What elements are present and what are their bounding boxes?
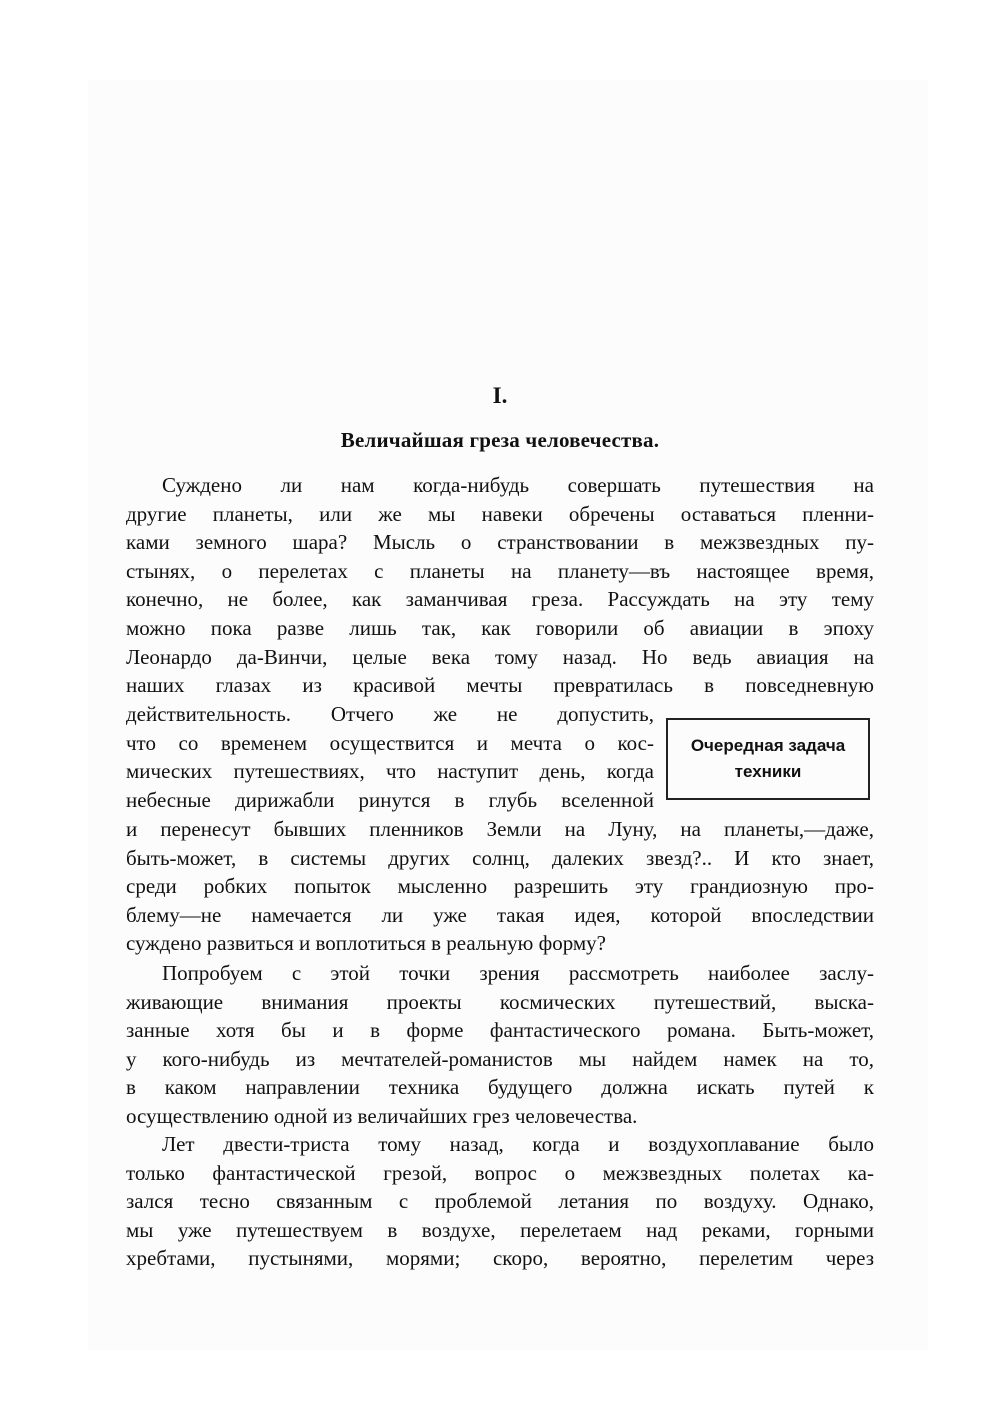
text-line: в каком направлении техника будущего должна искать путей к: [126, 1075, 874, 1100]
text-line: зался тесно связанным с проблемой летания по воздуху. Однако,: [126, 1189, 874, 1214]
text-line: блему—не намечается ли уже такая идея, которой впоследствии: [126, 902, 874, 927]
text-line: осуществлению одной из величайших грез человечества.: [126, 1103, 638, 1128]
paragraph-3: [126, 1130, 874, 1273]
text-line: можно пока разве лишь так, как говорили об авиации в эпоху: [126, 615, 874, 640]
text-line: среди робких попыток мысленно разрешить эту грандиозную про-: [126, 874, 874, 899]
side-note-line: Очередная задача: [690, 736, 846, 755]
text-line: стынях, о перелетах с планеты на планету—въ настоящее время,: [126, 558, 874, 583]
text-line: и перенесут бывших пленников Земли на Луну, на планеты,—даже,: [126, 817, 874, 841]
side-note-box: [666, 718, 870, 800]
paragraph-1-narrow: [126, 700, 654, 814]
text-line: наших глазах из красивой мечты превратилась в повседневную: [126, 673, 874, 698]
text-line: другие планеты, или же мы навеки обречены оставаться пленни-: [126, 501, 874, 526]
text-line: только фантастической грезой, вопрос о межзвездных полетах ка-: [126, 1160, 874, 1185]
text-line: живающие внимания проекты космических путешествий, выска-: [126, 989, 874, 1014]
text-line: что со временем осуществится и мечта о кос-: [126, 730, 654, 755]
chapter-title: Величайшая греза человечества.: [340, 428, 660, 452]
text-line: небесные дирижабли ринутся в глубь вселенной: [126, 787, 654, 812]
text-line: мы уже путешествуем в воздухе, перелетаем над реками, горными: [126, 1217, 874, 1242]
chapter-number: I.: [492, 383, 508, 408]
text-line: ками земного шара? Мысль о странствовании в межзвездных пу-: [126, 530, 874, 555]
text-line: у кого-нибудь из мечтателей-романистов мы найдем намек на то,: [126, 1046, 874, 1071]
side-note-line: техники: [734, 762, 802, 781]
text-line: Лет двести-триста тому назад, когда и воздухоплавание было: [162, 1132, 874, 1156]
text-line: занные хотя бы и в форме фантастического романа. Быть-может,: [126, 1018, 874, 1043]
paragraph-2: [126, 959, 874, 1131]
text-line: суждено развиться и воплотиться в реальную форму?: [126, 931, 607, 956]
text-line: Попробуем с этой точки зрения рассмотреть наиболее заслу-: [162, 961, 874, 985]
text-line: мических путешествиях, что наступит день, когда: [126, 759, 654, 784]
text-line: действительность. Отчего же не допустить,: [126, 702, 654, 726]
text-line: хребтами, пустынями, морями; скоро, вероятно, перелетим через: [126, 1246, 874, 1271]
text-line: Леонардо да-Винчи, целые века тому назад. Но ведь авиация на: [126, 644, 874, 669]
paragraph-1-continued: [126, 815, 874, 958]
paragraph-1: [126, 471, 874, 700]
text-line: Суждено ли нам когда-нибудь совершать путешествия на: [162, 473, 874, 497]
text-line: конечно, не более, как заманчивая греза. Рассуждать на эту тему: [126, 587, 874, 612]
text-line: быть-может, в системы других солнц, далеких звезд?.. И кто знает,: [126, 845, 874, 870]
